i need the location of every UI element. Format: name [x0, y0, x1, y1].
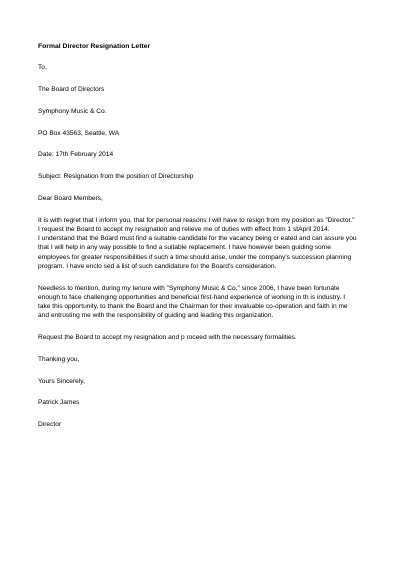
paragraph-2-line: take this opportunity, to thank the Board and the Chairman for their invaluable co-operation and faith in me	[38, 303, 348, 310]
subject-line: Subject: Resignation from the position of Directorship	[38, 173, 194, 181]
paragraph-1-line: It is with regret that I inform you, that for personal reasons I will have to resign from my position as "Director."	[38, 216, 355, 224]
paragraph-2-line: and entrusting me with the responsibility of guiding and leading this organization.	[38, 312, 274, 320]
paragraph-1-line: I request the Board to accept my resignation and relieve me of duties with effect from 1 stApril 2014.	[38, 225, 330, 233]
signatory-title: Director	[38, 421, 62, 429]
company-line: Symphony Music & Co.	[38, 107, 107, 115]
paragraph-3: Request the Board to accept my resignation and p roceed with the necessary formalities.	[38, 334, 297, 341]
thanks-line: Thanking you,	[38, 355, 80, 363]
signatory-name: Patrick James	[38, 399, 80, 407]
paragraph-1-line: program. I have enclo sed a list of such candidature for the Board's consideration.	[38, 262, 277, 270]
paragraph-2-line: Needless to mention, during my tenure with "Symphony Music & Co." since 2006, I have been fortunate	[38, 284, 340, 292]
closing-line: Yours Sincerely,	[38, 377, 85, 385]
to-line: To,	[38, 64, 47, 72]
paragraph-1-line: I understand that the Board must find a suitable candidate for the vacancy being cr eated and can assure you	[38, 235, 357, 243]
salutation: Dear Board Members,	[38, 194, 103, 202]
address-line: PO Box 43563, Seattle, WA	[38, 129, 120, 137]
paragraph-1	[38, 216, 368, 271]
paragraph-1-line: that I will help in any way possible to find a suitable replacement. I have however been guiding some	[38, 244, 331, 252]
paragraph-2	[38, 284, 368, 321]
paragraph-2-line: enough to face challenging opportunities and beneficial first-hand experience of working in th is industry. I	[38, 293, 346, 301]
recipient-line: The Board of Directors	[38, 86, 105, 93]
date-line: Date: 17th February 2014	[38, 151, 114, 159]
letter-body	[38, 42, 368, 442]
letter-title: Formal Director Resignation Letter	[38, 43, 151, 50]
paragraph-1-line: employees for greater responsibilities if such a time should arise, under the company's succession planning	[38, 253, 352, 261]
